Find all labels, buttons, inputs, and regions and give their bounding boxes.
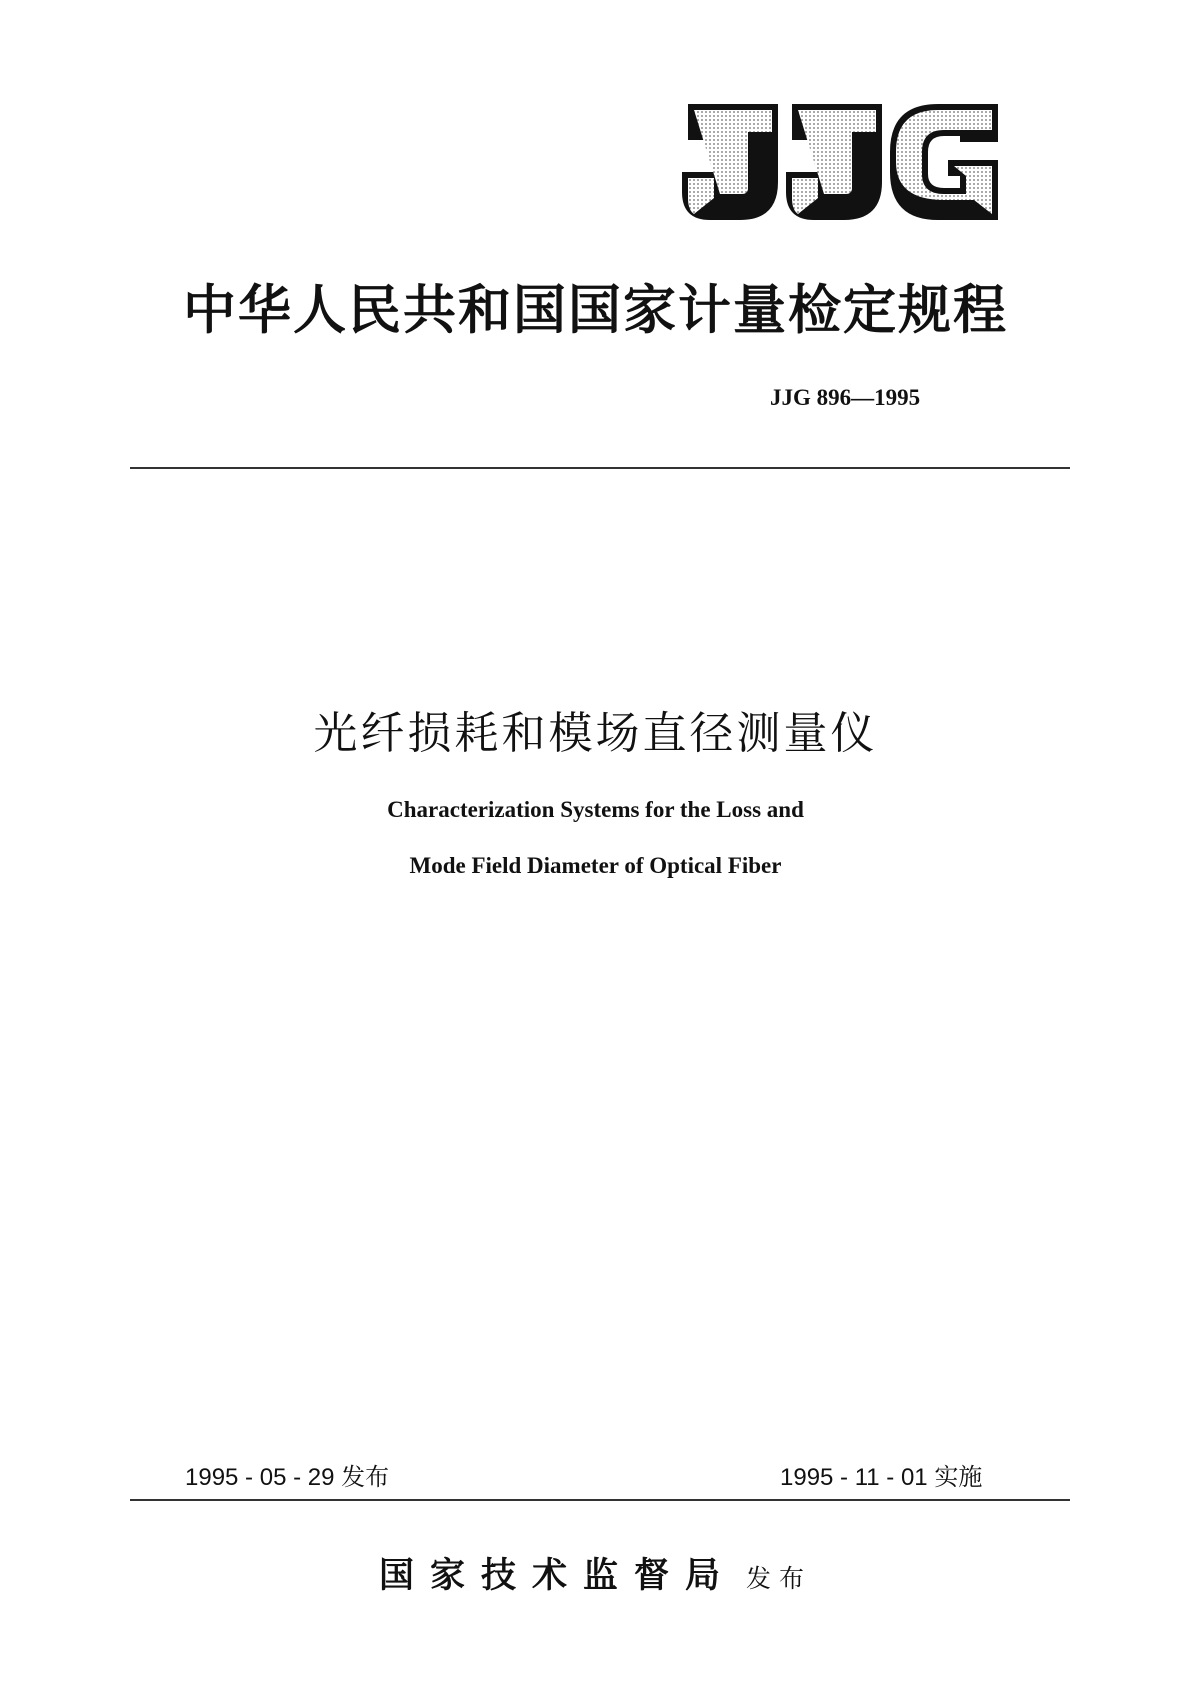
- effective-date: 1995 - 11 - 01 实施: [780, 1464, 983, 1491]
- jjg-logo: [680, 102, 1000, 224]
- bottom-divider: [130, 1499, 1070, 1501]
- publisher-name: 国家技术监督局: [378, 1555, 736, 1596]
- regulation-series-title: 中华人民共和国国家计量检定规程: [183, 279, 1008, 341]
- document-title-english-line1: Characterization Systems for the Loss and: [387, 797, 804, 822]
- publisher: [0, 1548, 1191, 1598]
- document-title-english-line2: Mode Field Diameter of Optical Fiber: [409, 853, 782, 878]
- issue-date: 1995 - 05 - 29 发布: [185, 1464, 390, 1491]
- top-divider: [130, 467, 1070, 469]
- standard-number: JJG 896—1995: [770, 385, 921, 410]
- publisher-suffix: 发布: [746, 1564, 813, 1593]
- logo-letter-g: [890, 104, 998, 220]
- logo-letter-j2: [786, 104, 882, 220]
- document-title-chinese: 光纤损耗和模场直径测量仪: [313, 708, 878, 759]
- logo-letter-j1: [682, 104, 778, 220]
